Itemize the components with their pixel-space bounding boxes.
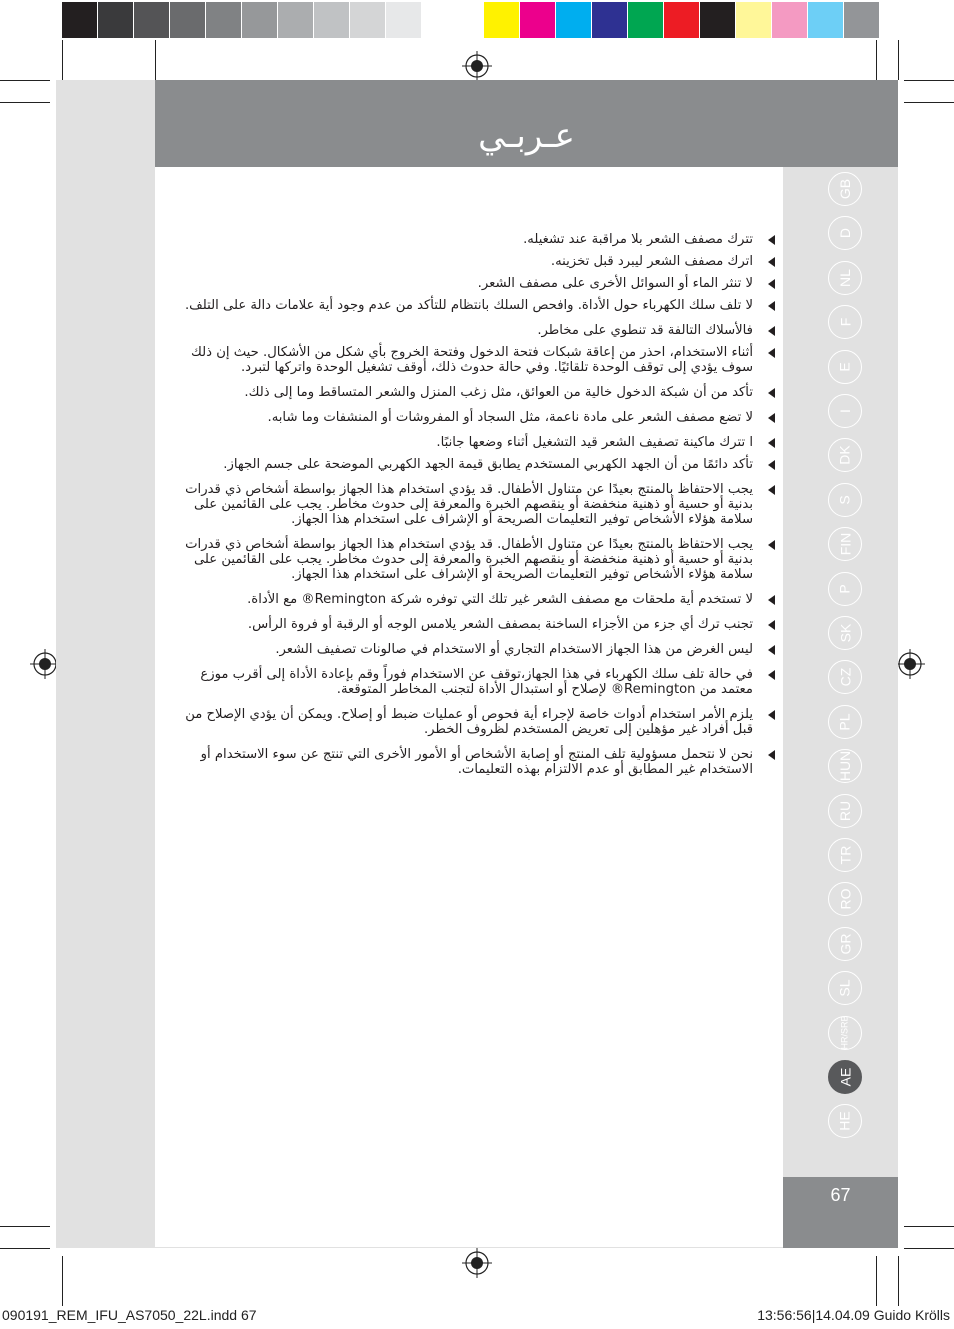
- bullet-text: نحن لا نتحمل مسؤولية تلف المنتج أو إصابة الأشخاص أو الأمور الأخرى التي تنتج عن سوء الاستخدام أو الاستخدام غير المطابق أو عدم الالتزام بهذه التعليمات.: [200, 747, 753, 777]
- language-tab-e[interactable]: [828, 350, 862, 384]
- color-swatch: [206, 2, 242, 38]
- crop-mark: [904, 102, 954, 103]
- bullet-arrow-icon: [768, 460, 775, 470]
- bullet-item: [175, 323, 777, 338]
- color-swatch: [520, 2, 556, 38]
- bullet-text: لا تضع مصفف الشعر على مادة ناعمة، مثل السجاد أو المفروشات أو المنشفات وما شابه.: [267, 410, 753, 425]
- bullet-item: [175, 592, 777, 607]
- bullet-arrow-icon: [768, 438, 775, 448]
- crop-mark: [62, 1256, 63, 1306]
- language-tab-gr[interactable]: [828, 927, 862, 961]
- bullet-text: يلزم الأمر استخدام أدوات خاصة لإجراء أية فحوص أو عمليات ضبط أو إصلاح. ويمكن أن يؤدي الإصلاح من قبل أفراد غير مؤهلين إلى تعريض المستخدم لظروف الخطر.: [185, 707, 753, 737]
- language-tab-label: PL: [837, 713, 853, 731]
- crop-mark: [904, 1248, 954, 1249]
- bullet-arrow-icon: [768, 326, 775, 336]
- bullet-text: تترك مصفف الشعر بلا مراقبة عند تشغيله.: [523, 232, 753, 247]
- bullet-text: فالأسلاك التالفة قد تنطوي على مخاطر.: [537, 323, 753, 338]
- bullet-arrow-icon: [768, 413, 775, 423]
- color-swatch: [628, 2, 664, 38]
- bullet-item: [175, 254, 777, 269]
- crop-mark: [904, 1226, 954, 1227]
- language-tab-label: GB: [836, 178, 853, 200]
- bullet-text: تأكد دائمًا من أن الجهد الكهربي المستخدم يطابق قيمة الجهد الكهربي الموضحة على جسم الجهاز.: [223, 457, 753, 472]
- crop-mark: [0, 1226, 50, 1227]
- bullet-arrow-icon: [768, 388, 775, 398]
- language-tab-label: DK: [836, 445, 853, 466]
- color-swatch: [700, 2, 736, 38]
- bullet-item: [175, 482, 777, 527]
- bullet-arrow-icon: [768, 301, 775, 311]
- language-tab-ae[interactable]: [828, 1060, 862, 1094]
- bullet-arrow-icon: [768, 279, 775, 289]
- bullet-text: يجب الاحتفاظ بالمنتج بعيدًا عن متناول الأطفال. قد يؤدي استخدام هذا الجهاز بواسطة أشخاص ذي قدرات بدنية أو حسية أو ذهنية منخفضة أو ينقصهم الخبرة والمعرفة إلى حدوث مخاطر. يجب على القائمين على سلامة هؤلاء الأشخاص توفير التعليمات الصريحة أو الإشراف على استخدام هذا الجهاز.: [185, 482, 753, 527]
- bullet-arrow-icon: [768, 620, 775, 630]
- language-tab-label: GR: [837, 933, 853, 955]
- registration-mark-icon: [462, 1248, 492, 1278]
- bullet-arrow-icon: [768, 670, 775, 680]
- bullet-item: [175, 385, 777, 400]
- bullet-text: لا تلف سلك الكهرباء حول الأداة. وافحص السلك بانتظام للتأكد من عدم وجود أية علامات دالة على التلف.: [184, 298, 753, 313]
- language-tab-label: D: [837, 228, 853, 239]
- color-swatch: [350, 2, 386, 38]
- bullet-item: [175, 298, 777, 313]
- bullet-item: [175, 707, 777, 737]
- bullet-text: تأكد من أن شبكة الدخول خالية من العوائق، مثل زغب المنزل والشعر المتساقط وما إلى ذلك.: [244, 385, 753, 400]
- language-tab-label: HR/SRB: [839, 1015, 850, 1050]
- color-swatch: [134, 2, 170, 38]
- bullet-item: [175, 642, 777, 657]
- safety-instructions-list: [175, 232, 777, 787]
- bullet-arrow-icon: [768, 485, 775, 495]
- registration-mark-icon: [895, 649, 925, 679]
- bullet-item: [175, 747, 777, 777]
- language-tab-label: RU: [836, 800, 853, 821]
- language-tab-label: SK: [837, 623, 853, 643]
- language-tab-gb[interactable]: [828, 172, 862, 206]
- language-tab-label: CZ: [836, 668, 853, 687]
- language-tab-label: S: [837, 495, 853, 505]
- language-tab-label: HUN: [837, 751, 853, 782]
- crop-mark: [0, 1248, 50, 1249]
- bullet-arrow-icon: [768, 348, 775, 358]
- footer-timestamp: 13:56:56|14.04.09 Guido Krölls: [757, 1307, 950, 1323]
- bullet-text: ا تترك ماكينة تصفيف الشعر قيد التشغيل أثناء وضعها جانبًا.: [436, 435, 753, 450]
- bullet-text: لا تنثر الماء أو السوائل الأخرى على مصفف الشعر.: [477, 276, 753, 291]
- bullet-arrow-icon: [768, 235, 775, 245]
- color-swatch: [592, 2, 628, 38]
- bullet-arrow-icon: [768, 595, 775, 605]
- language-tab-nl[interactable]: [828, 261, 862, 295]
- crop-mark: [898, 40, 899, 80]
- language-tab-p[interactable]: [828, 572, 862, 606]
- bullet-text: أثناء الاستخدام، احذر من إعاقة شبكات فتحة الدخول وفتحة الخروج بأي شكل من الأشكال. حيث إن ذلك سوف يؤدي إلى توقف الوحدة تلقائيًا. وفي حالة حدوث ذلك، أوقف تشغيل الوحدة واتركها لتبرد.: [191, 345, 753, 375]
- color-swatch-bar: [484, 2, 880, 38]
- language-tab-sk[interactable]: [828, 616, 862, 650]
- color-swatch: [278, 2, 314, 38]
- language-tab-label: TR: [836, 845, 853, 865]
- language-tab-hr-srb[interactable]: [828, 1016, 862, 1050]
- crop-mark: [0, 80, 50, 81]
- crop-mark: [904, 80, 954, 81]
- bullet-text: تجنب ترك أي جزء من الأجزاء الساخنة بمصفف الشعر يلامس الوجه أو الرقبة أو فروة الرأس.: [247, 617, 753, 632]
- color-swatch: [242, 2, 278, 38]
- color-swatch: [422, 2, 458, 38]
- crop-mark: [876, 1256, 877, 1306]
- language-tab-ru[interactable]: [828, 794, 862, 828]
- color-swatch: [664, 2, 700, 38]
- language-tab-label: F: [837, 317, 853, 327]
- language-tab-i[interactable]: [828, 394, 862, 428]
- bullet-text: لا تستخدم أية ملحقات مع مصفف الشعر غير تلك التي توفره شركة Remington® مع الأداة.: [247, 592, 753, 607]
- bullet-item: [175, 345, 777, 375]
- bullet-text: يجب الاحتفاظ بالمنتج بعيدًا عن متناول الأطفال. قد يؤدي استخدام هذا الجهاز بواسطة أشخاص ذي قدرات بدنية أو حسية أو ذهنية منخفضة أو ينقصهم الخبرة والمعرفة إلى حدوث مخاطر. يجب على القائمين على سلامة هؤلاء الأشخاص توفير التعليمات الصريحة أو الإشراف على استخدام هذا الجهاز.: [185, 537, 753, 582]
- bullet-item: [175, 232, 777, 247]
- bullet-text: ليس الغرض من هذا الجهاز الاستخدام التجاري أو الاستخدام في صالونات تصفيف الشعر.: [275, 642, 753, 657]
- language-tab-tr[interactable]: [828, 838, 862, 872]
- language-tab-label: NL: [837, 268, 853, 287]
- crop-mark: [898, 1256, 899, 1306]
- bullet-arrow-icon: [768, 540, 775, 550]
- color-swatch: [772, 2, 808, 38]
- color-swatch: [98, 2, 134, 38]
- color-swatch: [314, 2, 350, 38]
- color-swatch: [556, 2, 592, 38]
- language-tab-f[interactable]: [828, 305, 862, 339]
- language-tab-fin[interactable]: [828, 527, 862, 561]
- color-swatch: [808, 2, 844, 38]
- bullet-item: [175, 667, 777, 697]
- language-tab-pl[interactable]: [828, 705, 862, 739]
- page-number: 67: [830, 1185, 851, 1205]
- language-tab-s[interactable]: [828, 483, 862, 517]
- language-tab-label: FIN: [837, 532, 853, 556]
- bullet-text: اترك مصفف الشعر ليبرد قبل تخزينه.: [550, 254, 753, 269]
- bullet-item: [175, 457, 777, 472]
- bullet-item: [175, 435, 777, 450]
- language-tab-label: P: [837, 583, 853, 594]
- color-swatch: [736, 2, 772, 38]
- language-tab-label: HE: [836, 1111, 853, 1132]
- language-tab-label: SL: [837, 979, 853, 997]
- bullet-arrow-icon: [768, 710, 775, 720]
- bullet-item: [175, 537, 777, 582]
- language-tab-hun[interactable]: [828, 749, 862, 783]
- language-tab-label: E: [837, 361, 853, 372]
- gray-swatch-bar: [62, 2, 458, 38]
- language-tab-label: AE: [837, 1067, 853, 1087]
- bullet-arrow-icon: [768, 257, 775, 267]
- page-title: عـربـي: [478, 116, 575, 156]
- bullet-arrow-icon: [768, 750, 775, 760]
- language-tab-label: I: [836, 409, 853, 413]
- bullet-arrow-icon: [768, 645, 775, 655]
- color-swatch: [484, 2, 520, 38]
- crop-mark: [0, 102, 50, 103]
- language-tab-sl[interactable]: [828, 971, 862, 1005]
- color-swatch: [844, 2, 880, 38]
- color-swatch: [386, 2, 422, 38]
- bullet-item: [175, 276, 777, 291]
- color-swatch: [170, 2, 206, 38]
- color-swatch: [62, 2, 98, 38]
- bullet-text: في حالة تلف سلك الكهرباء في هذا الجهاز،توقف عن الاستخدام فوراً وقم بإعادة الأداة إلى أقرب موزع معتمد من Remington® لإصلاح أو استبدال الأداة لتجنب المخاطر المتوقعة.: [200, 667, 753, 697]
- bullet-item: [175, 410, 777, 425]
- language-tab-label: RO: [837, 888, 853, 910]
- bullet-item: [175, 617, 777, 632]
- registration-mark-icon: [462, 51, 492, 81]
- footer-file-info: 090191_REM_IFU_AS7050_22L.indd 67: [2, 1307, 257, 1323]
